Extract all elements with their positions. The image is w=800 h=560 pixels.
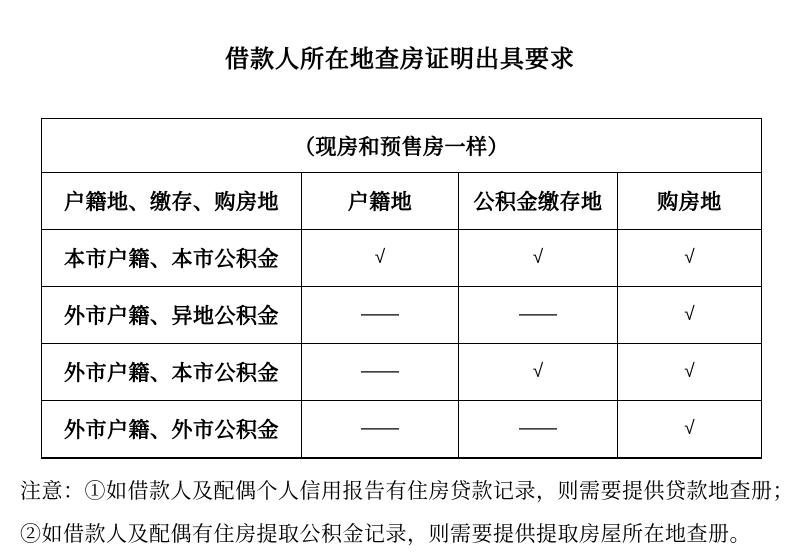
- row-label: 外市户籍、异地公积金: [42, 287, 302, 344]
- cell-value: ——: [302, 344, 459, 401]
- row-label: 外市户籍、外市公积金: [42, 401, 302, 458]
- row-label: 本市户籍、本市公积金: [42, 230, 302, 287]
- cell-value: ——: [459, 401, 618, 458]
- cell-value: √: [302, 230, 459, 287]
- notes-section: [0, 470, 800, 556]
- cell-value: √: [618, 401, 762, 458]
- requirements-table: [41, 118, 762, 459]
- table-row: [42, 344, 762, 401]
- column-header-fund-deposit: 公积金缴存地: [459, 173, 618, 230]
- table-column-header-row: [42, 173, 762, 230]
- note-line-1: 注意：①如借款人及配偶个人信用报告有住房贷款记录，则需要提供贷款地查册；: [20, 478, 794, 503]
- table-row: [42, 401, 762, 458]
- column-header-scope: 户籍地、缴存、购房地: [42, 173, 302, 230]
- cell-value: √: [459, 230, 618, 287]
- table-merged-header-row: [42, 119, 762, 173]
- merged-header-cell: （现房和预售房一样）: [42, 119, 762, 173]
- cell-value: √: [618, 287, 762, 344]
- row-label: 外市户籍、本市公积金: [42, 344, 302, 401]
- note-line-2: ②如借款人及配偶有住房提取公积金记录，则需要提供提取房屋所在地查册。: [20, 521, 751, 546]
- cell-value: ——: [302, 401, 459, 458]
- cell-value: ——: [459, 287, 618, 344]
- page-title: 借款人所在地查房证明出具要求: [225, 47, 575, 73]
- cell-value: ——: [302, 287, 459, 344]
- cell-value: √: [618, 344, 762, 401]
- column-header-hukou: 户籍地: [302, 173, 459, 230]
- table-row: [42, 230, 762, 287]
- cell-value: √: [459, 344, 618, 401]
- column-header-purchase: 购房地: [618, 173, 762, 230]
- cell-value: √: [618, 230, 762, 287]
- table-row: [42, 287, 762, 344]
